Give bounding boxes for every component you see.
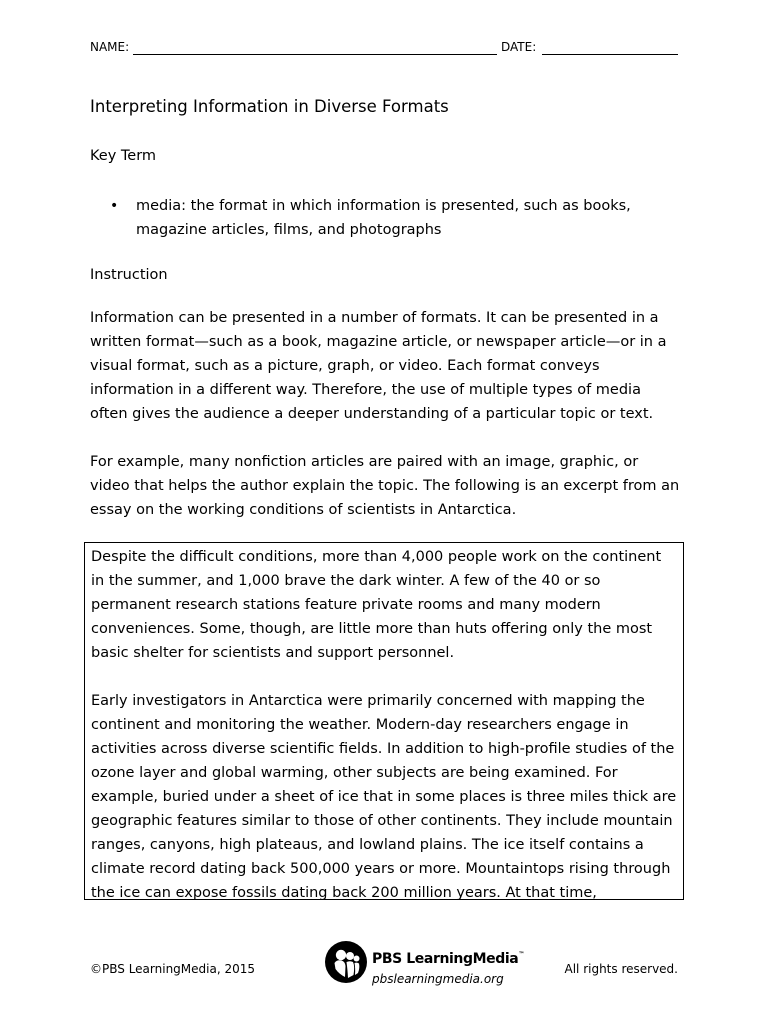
logo-url-text: pbslearningmedia.org bbox=[372, 972, 504, 986]
excerpt-box bbox=[84, 542, 684, 900]
name-label: NAME: bbox=[90, 40, 130, 54]
footer bbox=[90, 940, 678, 1000]
instruction-paragraph-1: Information can be presented in a number of formats. It can be presented in a written format—such as a book, magazine article, or newspaper article—or in a visual format, such as a picture, graph, or video. Each format conveys information in a different way. Therefore, the use of multiple types of media often gives the audience a deeper understanding of a particular topic or text. bbox=[90, 310, 667, 422]
instruction-heading: Instruction bbox=[90, 267, 168, 283]
pbs-learningmedia-logo bbox=[324, 940, 524, 996]
logo-brand-text: PBS LearningMedia bbox=[372, 951, 519, 967]
excerpt-paragraph-2: Early investigators in Antarctica were primarily concerned with mapping the continent and monitoring the weather. Modern-day researchers engage in activities across diverse scientific fields. In addition to high-profile studies of the ozone layer and global warming, other subjects are being examined. For example, buried under a sheet of ice that in some places is three miles thick are geographic features similar to those of other continents. They include mountain ranges, canyons, high plateaus, and lowland plains. The ice itself contains a climate record dating back 500,000 years or more. Mountaintops rising through the ice can expose fossils dating back 200 million years. At that time, bbox=[91, 693, 677, 900]
key-term-word: media bbox=[136, 198, 182, 214]
logo-trademark: ™ bbox=[518, 951, 524, 958]
bullet-icon: • bbox=[110, 198, 119, 214]
copyright-text: ©PBS LearningMedia, 2015 bbox=[90, 962, 255, 976]
date-blank-line bbox=[542, 54, 678, 55]
rights-text: All rights reserved. bbox=[564, 962, 678, 976]
page-title: Interpreting Information in Diverse Formats bbox=[90, 97, 449, 116]
excerpt-paragraph-1: Despite the difficult conditions, more than 4,000 people work on the continent in the summer, and 1,000 brave the dark winter. A few of the 40 or so permanent research stations feature private rooms and many modern conveniences. Some, though, are little more than huts offering only the most basic shelter for scientists and support personnel. bbox=[91, 549, 662, 661]
key-term-definition: : the format in which information is presented, such as books, magazine articles, films, and photographs bbox=[136, 198, 631, 238]
header-fields bbox=[90, 40, 678, 60]
date-label: DATE: bbox=[501, 40, 537, 54]
key-term-bullet bbox=[110, 194, 670, 242]
key-term-heading: Key Term bbox=[90, 148, 157, 164]
name-blank-line bbox=[133, 54, 497, 55]
instruction-paragraph-2: For example, many nonfiction articles are paired with an image, graphic, or video that helps the author explain the topic. The following is an excerpt from an essay on the working conditions of scientists in Antarctica. bbox=[90, 454, 680, 518]
pbs-heads-icon bbox=[324, 940, 368, 984]
